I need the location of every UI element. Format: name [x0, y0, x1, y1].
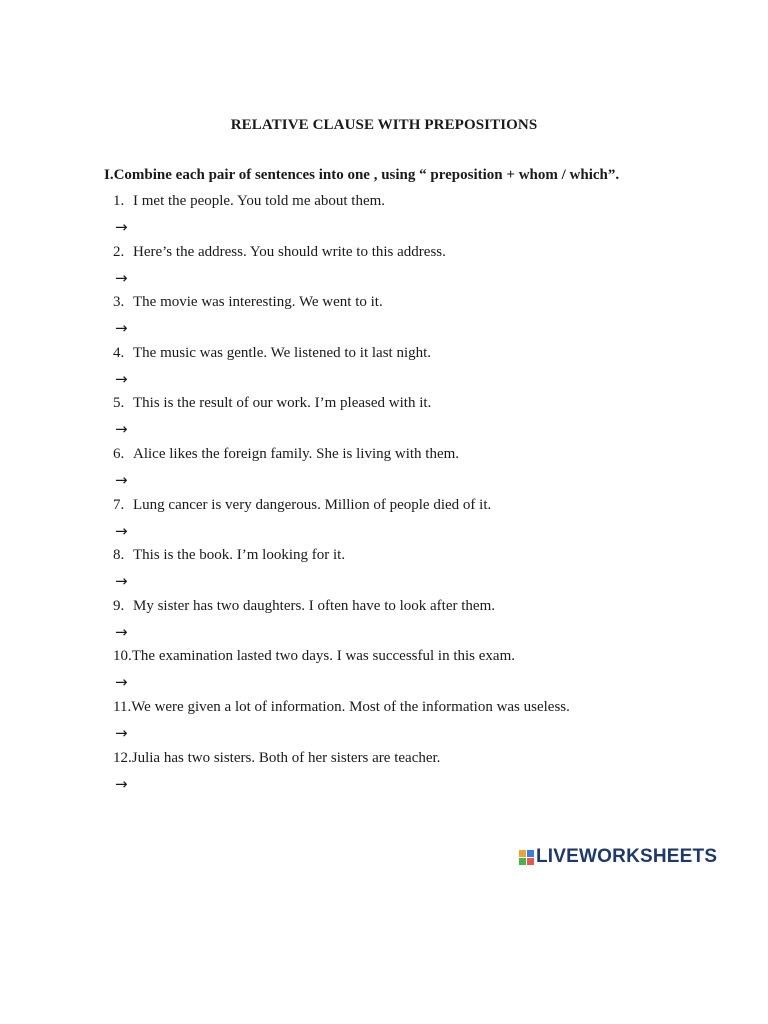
- answer-arrow[interactable]: →: [115, 774, 128, 793]
- exercise-number: 4.: [113, 344, 125, 361]
- exercise-text: The music was gentle. We listened to it last night.: [133, 344, 432, 361]
- logo-square: [527, 858, 534, 865]
- exercise-item: [113, 749, 713, 800]
- exercise-item: [113, 192, 713, 243]
- answer-arrow[interactable]: →: [115, 268, 128, 287]
- answer-arrow[interactable]: →: [115, 521, 128, 540]
- exercise-text: Lung cancer is very dangerous. Million of people died of it.: [133, 496, 492, 513]
- liveworksheets-logo-icon: [519, 850, 534, 865]
- exercise-text: Here’s the address. You should write to this address.: [133, 243, 446, 260]
- logo-text: LIVEWORKSHEETS: [536, 846, 718, 867]
- exercise-item: [113, 647, 713, 698]
- exercise-item: [113, 293, 713, 344]
- exercise-item: [113, 445, 713, 496]
- exercise-number: 9.: [113, 597, 125, 614]
- exercise-number: 1.: [113, 193, 125, 209]
- exercise-sentence: [113, 546, 345, 564]
- exercise-instruction: I.Combine each pair of sentences into one , using “ preposition + whom / which”.: [104, 167, 620, 183]
- exercise-item: [113, 597, 713, 648]
- exercise-sentence: [113, 496, 491, 514]
- answer-arrow[interactable]: →: [115, 673, 128, 692]
- exercise-text: The movie was interesting. We went to it.: [133, 294, 383, 311]
- exercise-text: This is the result of our work. I’m pleased with it.: [133, 395, 432, 412]
- exercise-text: Julia has two sisters. Both of her sisters are teacher.: [131, 749, 441, 766]
- exercise-sentence: [113, 597, 495, 615]
- answer-arrow[interactable]: →: [115, 369, 128, 388]
- exercise-text: I met the people. You told me about them.: [133, 193, 386, 209]
- exercise-item: [113, 698, 713, 749]
- logo-square: [519, 858, 526, 865]
- exercise-sentence: [113, 293, 383, 311]
- exercise-text: Alice likes the foreign family. She is living with them.: [133, 445, 460, 462]
- exercise-number: 6.: [113, 445, 125, 462]
- answer-arrow[interactable]: →: [115, 723, 128, 742]
- exercise-number: 10.: [113, 648, 132, 665]
- worksheet-title: RELATIVE CLAUSE WITH PREPOSITIONS: [230, 117, 538, 133]
- exercise-text: My sister has two daughters. I often have to look after them.: [133, 597, 495, 614]
- exercise-number: 2.: [113, 243, 125, 260]
- exercise-number: 5.: [113, 395, 125, 412]
- exercise-sentence: [113, 344, 431, 362]
- logo-square: [527, 850, 534, 857]
- liveworksheets-logo: [519, 846, 717, 868]
- exercise-number: 3.: [113, 294, 125, 311]
- exercise-text: The examination lasted two days. I was successful in this exam.: [131, 648, 515, 665]
- answer-arrow[interactable]: →: [115, 572, 128, 591]
- answer-arrow[interactable]: →: [115, 218, 128, 236]
- exercise-item: [113, 243, 713, 294]
- exercise-number: 12.: [113, 749, 132, 766]
- exercise-text: This is the book. I’m looking for it.: [133, 547, 346, 564]
- logo-square: [519, 850, 526, 857]
- exercise-sentence: [113, 192, 385, 210]
- exercise-number: 11.: [113, 698, 132, 715]
- exercise-sentence: [113, 647, 515, 665]
- exercise-number: 8.: [113, 547, 125, 564]
- answer-arrow[interactable]: →: [115, 319, 128, 338]
- exercise-item: [113, 394, 713, 445]
- answer-arrow[interactable]: →: [115, 622, 128, 641]
- exercise-sentence: [113, 394, 431, 412]
- answer-arrow[interactable]: →: [115, 470, 128, 489]
- exercise-list: [113, 192, 713, 799]
- exercise-sentence: [113, 445, 459, 463]
- exercise-sentence: [113, 749, 440, 767]
- exercise-sentence: [113, 698, 570, 716]
- exercise-item: [113, 344, 713, 395]
- exercise-item: [113, 496, 713, 547]
- answer-arrow[interactable]: →: [115, 420, 128, 439]
- exercise-text: We were given a lot of information. Most of the information was useless.: [131, 698, 570, 715]
- exercise-item: [113, 546, 713, 597]
- exercise-sentence: [113, 243, 446, 261]
- exercise-number: 7.: [113, 496, 125, 513]
